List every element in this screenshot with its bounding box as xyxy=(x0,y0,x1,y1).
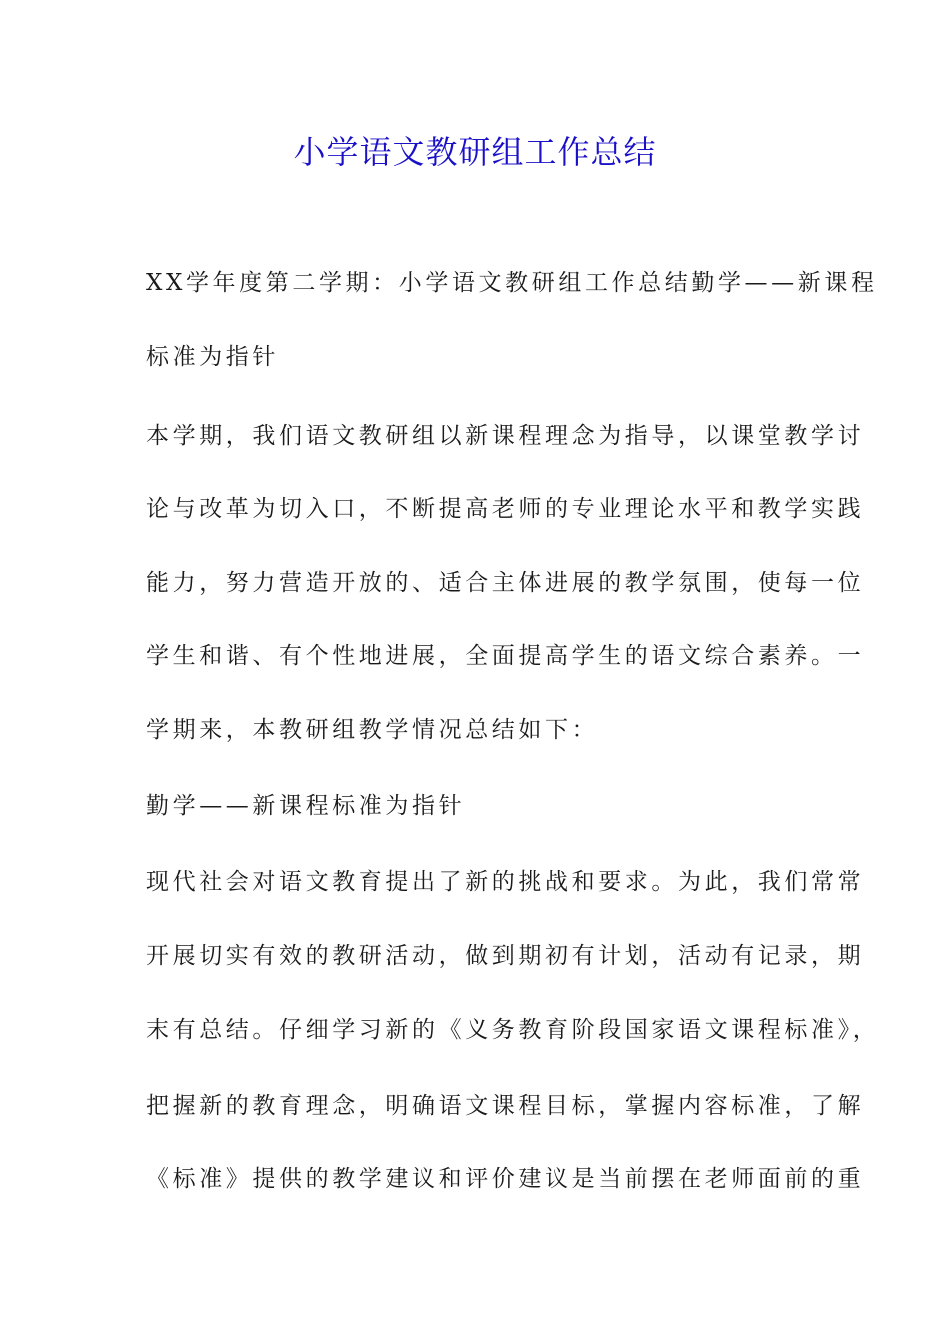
paragraph-line: 论与改革为切入口，不断提高老师的专业理论水平和教学实践 xyxy=(146,496,865,522)
paragraph-line: 学期来，本教研组教学情况总结如下： xyxy=(146,717,599,743)
section-heading: 勤学——新课程标准为指针 xyxy=(146,793,466,819)
paragraph-line: 本学期，我们语文教研组以新课程理念为指导，以课堂教学讨 xyxy=(146,423,865,449)
paragraph-line: 现代社会对语文教育提出了新的挑战和要求。为此，我们常常 xyxy=(146,869,865,895)
paragraph-line: 能力，努力营造开放的、适合主体进展的教学氛围，使每一位 xyxy=(146,570,865,596)
paragraph-line: 末有总结。仔细学习新的《义务教育阶段国家语文课程标准》， xyxy=(146,1017,880,1043)
paragraph-line: 把握新的教育理念，明确语文课程目标，掌握内容标准，了解 xyxy=(146,1093,865,1119)
paragraph-line: 标准为指针 xyxy=(146,344,279,370)
paragraph-line: 《标准》提供的教学建议和评价建议是当前摆在老师面前的重 xyxy=(146,1166,865,1192)
document-title: 小学语文教研组工作总结 xyxy=(293,133,657,171)
paragraph-line: XX学年度第二学期：小学语文教研组工作总结勤学——新课程 xyxy=(146,270,878,296)
paragraph-line: 开展切实有效的教研活动，做到期初有计划，活动有记录，期 xyxy=(146,943,865,969)
paragraph-line: 学生和谐、有个性地进展，全面提高学生的语文综合素养。一 xyxy=(146,643,865,669)
